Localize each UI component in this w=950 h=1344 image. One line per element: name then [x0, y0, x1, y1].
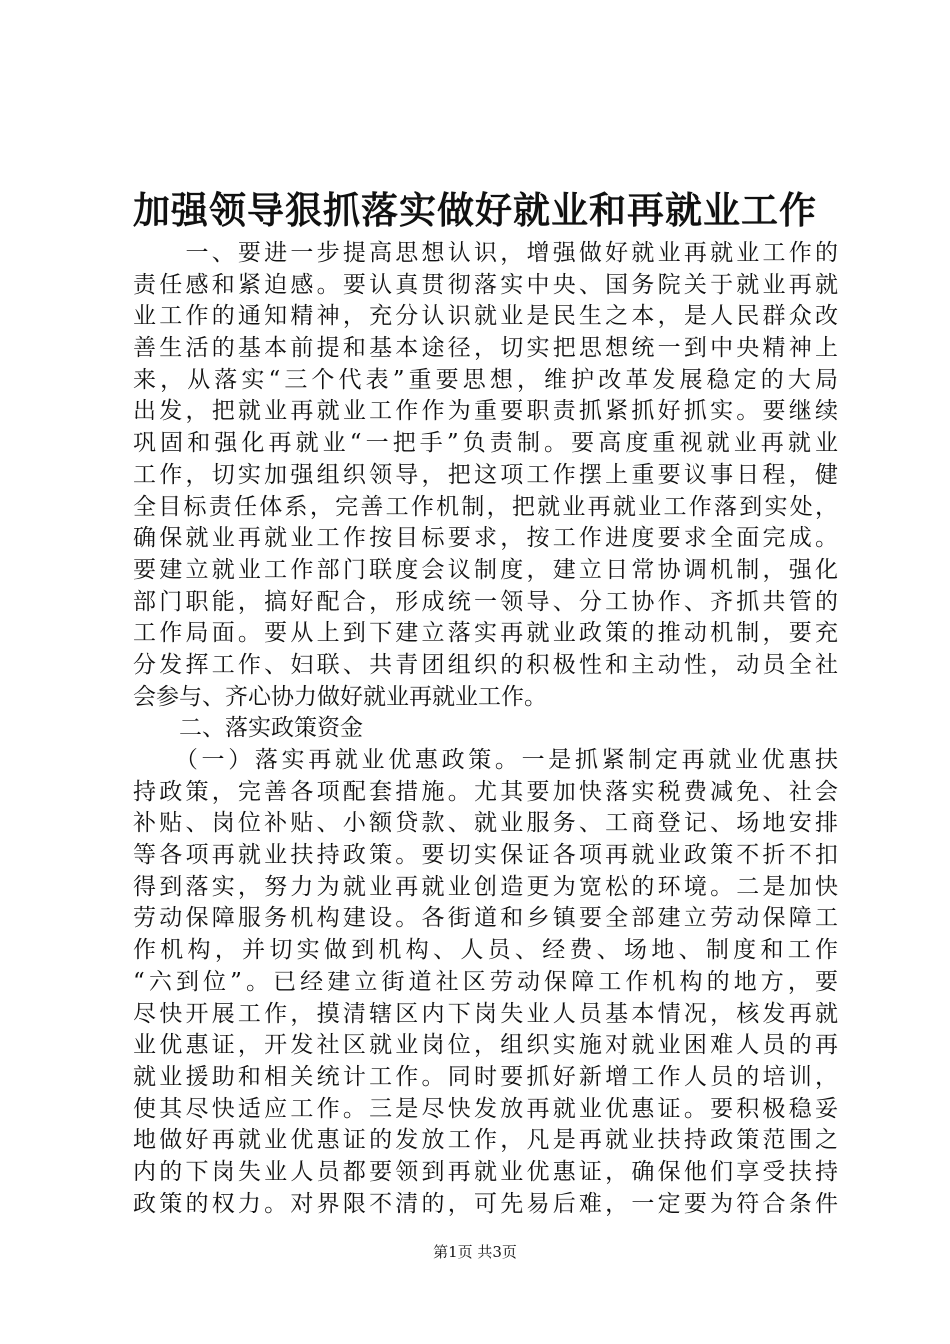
body-line: 分发挥工作、妇联、共青团组织的积极性和主动性，动员全社	[133, 651, 838, 678]
body-line: 内的下岗失业人员都要领到再就业优惠证，确保他们享受扶持	[133, 1158, 838, 1185]
body-line: 全目标责任体系，完善工作机制，把就业再就业工作落到实处，	[133, 493, 838, 520]
body-line: 持政策，完善各项配套措施。尤其要加快落实税费减免、社会	[133, 778, 838, 805]
document-body	[133, 238, 838, 1220]
body-line: 业优惠证，开发社区就业岗位，组织实施对就业困难人员的再	[133, 1032, 838, 1059]
body-line: 就业援助和相关统计工作。同时要抓好新增工作人员的培训，	[133, 1063, 838, 1090]
body-line: 要建立就业工作部门联度会议制度，建立日常协调机制，强化	[133, 556, 838, 583]
body-line: 责任感和紧迫感。要认真贯彻落实中央、国务院关于就业再就	[133, 271, 838, 298]
body-line: 尽快开展工作，摸清辖区内下岗失业人员基本情况，核发再就	[133, 1000, 838, 1027]
body-line: 部门职能，搞好配合，形成统一领导、分工协作、齐抓共管的	[133, 588, 838, 615]
body-line: 来，从落实“三个代表”重要思想，维护改革发展稳定的大局	[133, 366, 838, 393]
body-line: 地做好再就业优惠证的发放工作，凡是再就业扶持政策范围之	[133, 1127, 838, 1154]
body-line: 使其尽快适应工作。三是尽快发放再就业优惠证。要积极稳妥	[133, 1095, 838, 1122]
body-line: 劳动保障服务机构建设。各街道和乡镇要全部建立劳动保障工	[133, 905, 838, 932]
body-line: 作机构，并切实做到机构、人员、经费、场地、制度和工作	[133, 937, 838, 964]
section-heading: 二、落实政策资金	[179, 715, 363, 742]
body-line: 补贴、岗位补贴、小额贷款、就业服务、工商登记、场地安排	[133, 810, 838, 837]
body-line: 善生活的基本前提和基本途径，切实把思想统一到中央精神上	[133, 335, 838, 362]
body-line: 工作，切实加强组织领导，把这项工作摆上重要议事日程，健	[133, 461, 838, 488]
document-title: 加强领导狠抓落实做好就业和再就业工作	[133, 188, 817, 232]
body-line: “六到位”。已经建立街道社区劳动保障工作机构的地方，要	[133, 968, 838, 995]
body-line: 得到落实，努力为就业再就业创造更为宽松的环境。二是加快	[133, 873, 838, 900]
body-line: 业工作的通知精神，充分认识就业是民生之本，是人民群众改	[133, 303, 838, 330]
body-line: （一）落实再就业优惠政策。一是抓紧制定再就业优惠扶	[133, 747, 838, 773]
body-line: 确保就业再就业工作按目标要求，按工作进度要求全面完成。	[133, 525, 838, 552]
body-line: 出发，把就业再就业工作作为重要职责抓紧抓好抓实。要继续	[133, 398, 838, 425]
body-line: 会参与、齐心协力做好就业再就业工作。	[133, 683, 547, 710]
body-line: 政策的权力。对界限不清的，可先易后难，一定要为符合条件	[133, 1190, 838, 1217]
body-line: 巩固和强化再就业“一把手”负责制。要高度重视就业再就业	[133, 430, 838, 457]
page-footer: 第1页 共3页	[433, 1243, 517, 1261]
body-line: 等各项再就业扶持政策。要切实保证各项再就业政策不折不扣	[133, 842, 838, 869]
body-line: 一、要进一步提高思想认识，增强做好就业再就业工作的	[133, 240, 838, 266]
body-line: 工作局面。要从上到下建立落实再就业政策的推动机制，要充	[133, 620, 838, 647]
